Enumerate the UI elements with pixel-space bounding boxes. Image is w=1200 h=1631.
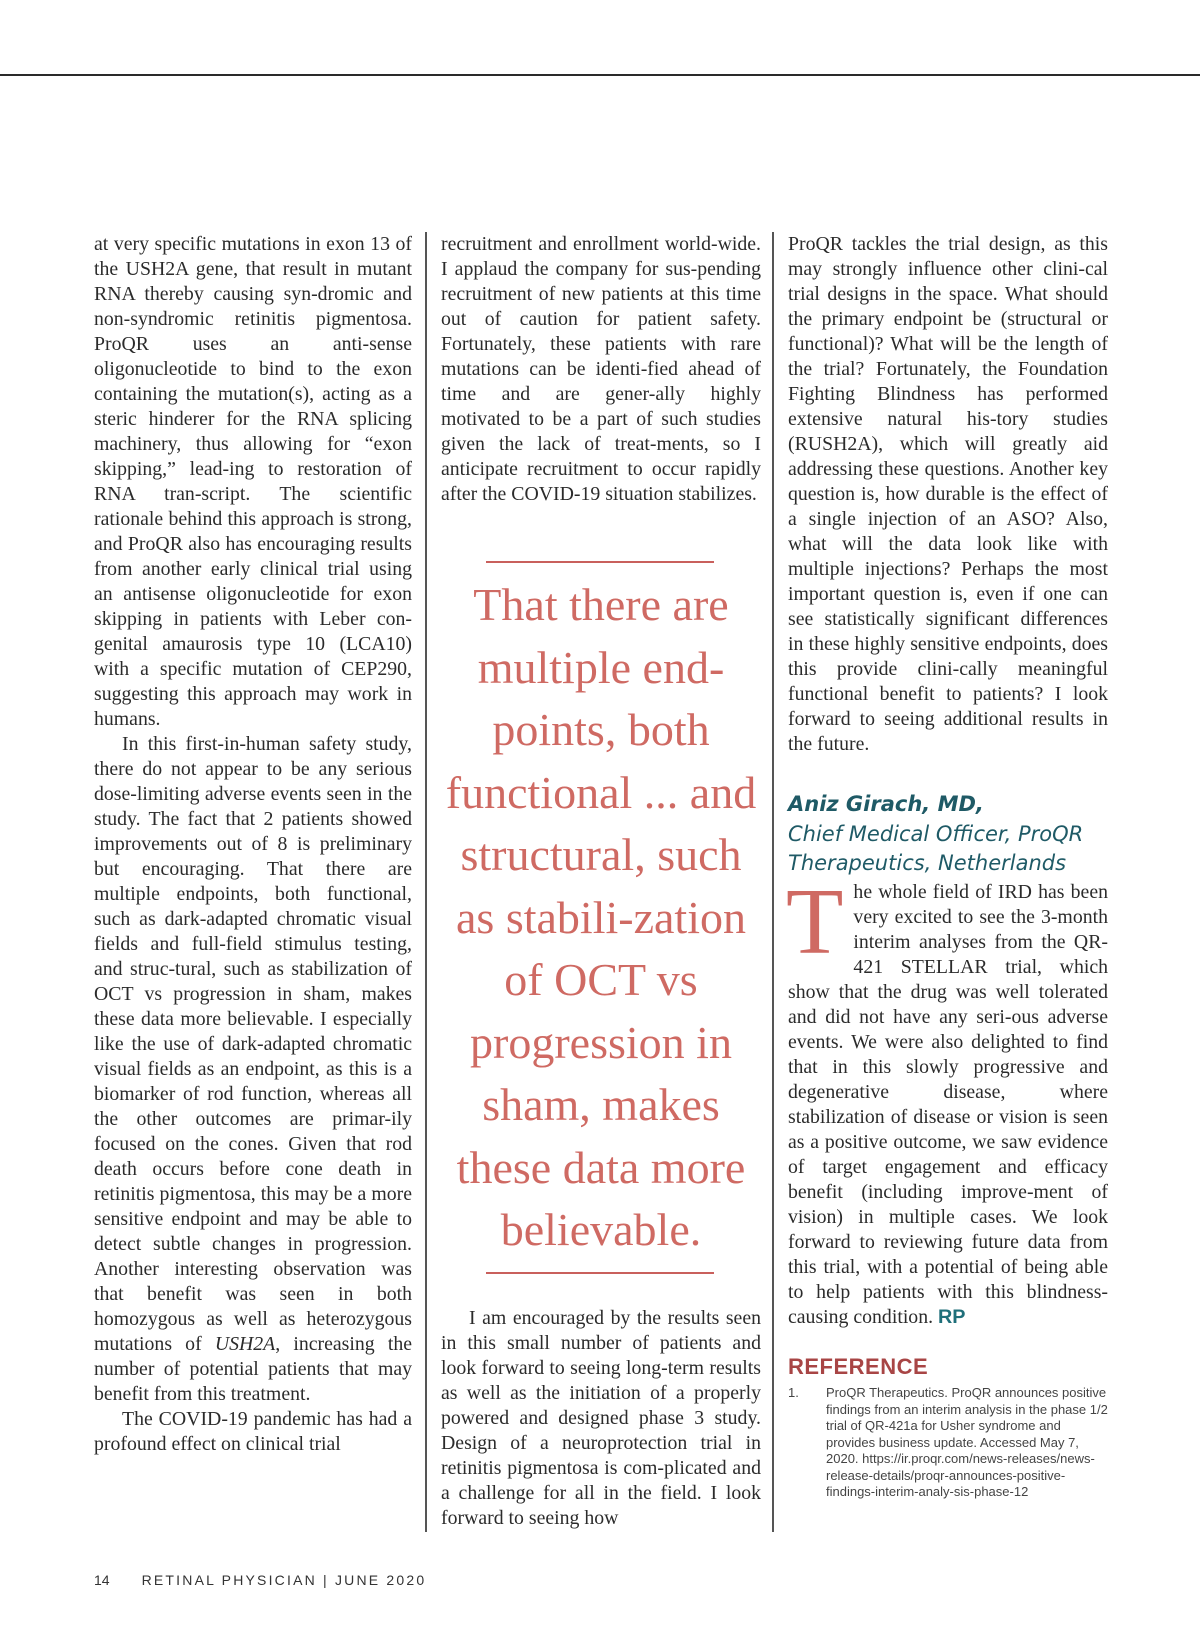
drop-cap: T: [786, 870, 844, 974]
col1-paragraph-2: [94, 732, 412, 1407]
column-divider-1: [425, 232, 427, 1532]
column-2: [441, 232, 761, 507]
pull-quote-bottom-rule: [486, 1272, 714, 1274]
reference-heading: REFERENCE: [788, 1354, 929, 1379]
column-2-continued: [441, 1306, 761, 1531]
gene-name-italic: USH2A: [214, 1333, 276, 1355]
end-mark-rp: RP: [938, 1306, 966, 1328]
author-name: Aniz Girach, MD,: [788, 792, 984, 816]
col3-paragraph-1: ProQR tackles the trial design, as this may strongly influence other clini-cal trial designs in the space. What should the primary endpoint be (structural or functional)? What will be the length of the trial? Fortunately, the Foundation Fighting Blindness has performed extensive natural his-tory studies (RUSH2A), which will greatly aid addressing these questions. Another key question is, how durable is the effect of a single injection of an ASO? Also, what will the data look like with multiple injections? Perhaps the most important question is, even if one can see statistically significant differences in these highly sensitive endpoints, does this provide clini-cally meaningful functional benefit to patients? I look forward to seeing additional results in the future.: [788, 233, 1108, 755]
col1-paragraph-1: at very specific mutations in exon 13 of the USH2A gene, that result in mutant RNA thereby causing syn-dromic and non-syndromic retinitis pigmentosa. ProQR uses an anti-sense oligonucleotide to bind to the exon containing the mutation(s), acting as a steric hinderer for the RNA splicing machinery, thus allowing for “exon skipping,” lead-ing to restoration of RNA tran-script. The scientific rationale behind this approach is strong, and ProQR also has encouraging results from another early clinical trial using an antisense oligonucleotide for exon skipping in patients with Leber con-genital amaurosis type 10 (LCA10) with a specific mutation of CEP290, suggesting this approach may work in humans.: [94, 233, 412, 730]
girach-commentary: [786, 870, 1108, 1330]
header-rule: [0, 74, 1200, 76]
girach-paragraph: he whole field of IRD has been very excited to see the 3-month interim analyses from the QR-421 STELLAR trial, which show that the drug was well tolerated and did not have any seri-ous adverse events. We were also delighted to find that in this slowly progressive and degenerative disease, where stabilization of disease or vision is seen as a positive outcome, we saw evidence of target engagement and efficacy benefit (including improve-ment of vision) in multiple cases. We look forward to reviewing future data from this trial, with a potential of being able to help patients with this blindness-causing condition.: [788, 881, 1108, 1328]
reference-text: ProQR Therapeutics. ProQR announces positive findings from an interim analysis in the phase 1/2 trial of QR-421a for Usher syndrome and provides business update. Accessed May 7, 2020. https://ir.proqr.com/news-releases/news-release-details/proqr-announces-positive-findings-interim-analy-sis-phase-12: [826, 1385, 1108, 1499]
pull-quote-top-rule: [486, 561, 714, 563]
col2-paragraph-1: recruitment and enrollment world-wide. I applaud the company for sus-pending recruitment of new patients at this time out of caution for patient safety. Fortunately, these patients with rare mutations can be identi-fied ahead of time and are gener-ally highly motivated to be a part of such studies given the lack of treat-ments, so I anticipate recruitment to occur rapidly after the COVID-19 situation stabilizes.: [441, 233, 761, 505]
page-number: 14: [94, 1572, 110, 1588]
publication-line: RETINAL PHYSICIAN | JUNE 2020: [141, 1572, 427, 1588]
pull-quote: That there are multiple end-points, both functional ... and structural, such as stabili-zation of OCT vs progression in sham, makes these data more believable.: [445, 579, 757, 1255]
column-3: [788, 232, 1108, 757]
page-footer: [94, 1572, 426, 1588]
reference-number: 1.: [788, 1385, 799, 1400]
column-divider-2: [772, 232, 774, 1532]
col1-paragraph-2-text: In this first-in-human safety study, there do not appear to be any serious dose-limiting adverse events seen in the study. The fact that 2 patients showed improvements out of 8 is preliminary but encouraging. That there are multiple endpoints, both functional, such as dark-adapted chromatic visual fields and full-field stimulus testing, and struc-tural, such as stabilization of OCT vs progression in sham, makes these data more believable. I especially like the use of dark-adapted chromatic visual fields as an endpoint, as this is a biomarker of rod function, whereas all the other outcomes are primar-ily focused on the cones. Given that rod death occurs before cone death in retinitis pigmentosa, this may be a more sensitive endpoint and may be able to detect subtle changes in progression. Another interesting observation was that benefit was seen in both homozygous as well as heterozygous mutations of: [94, 733, 412, 1355]
author-title: Chief Medical Officer, ProQR Therapeutics, Netherlands: [788, 822, 1084, 875]
col2-paragraph-2: I am encouraged by the results seen in this small number of patients and look forward to seeing long-term results as well as the initiation of a properly powered and designed phase 3 study. Design of a neuroprotection trial in retinitis pigmentosa is com-plicated and a challenge for all in the field. I look forward to seeing how: [441, 1307, 761, 1529]
col1-paragraph-2-end: , increasing the number of potential patients that may benefit from this treatment.: [94, 1333, 412, 1405]
column-1: [94, 232, 412, 1457]
col1-paragraph-3: The COVID-19 pandemic has had a profound effect on clinical trial: [94, 1408, 412, 1455]
